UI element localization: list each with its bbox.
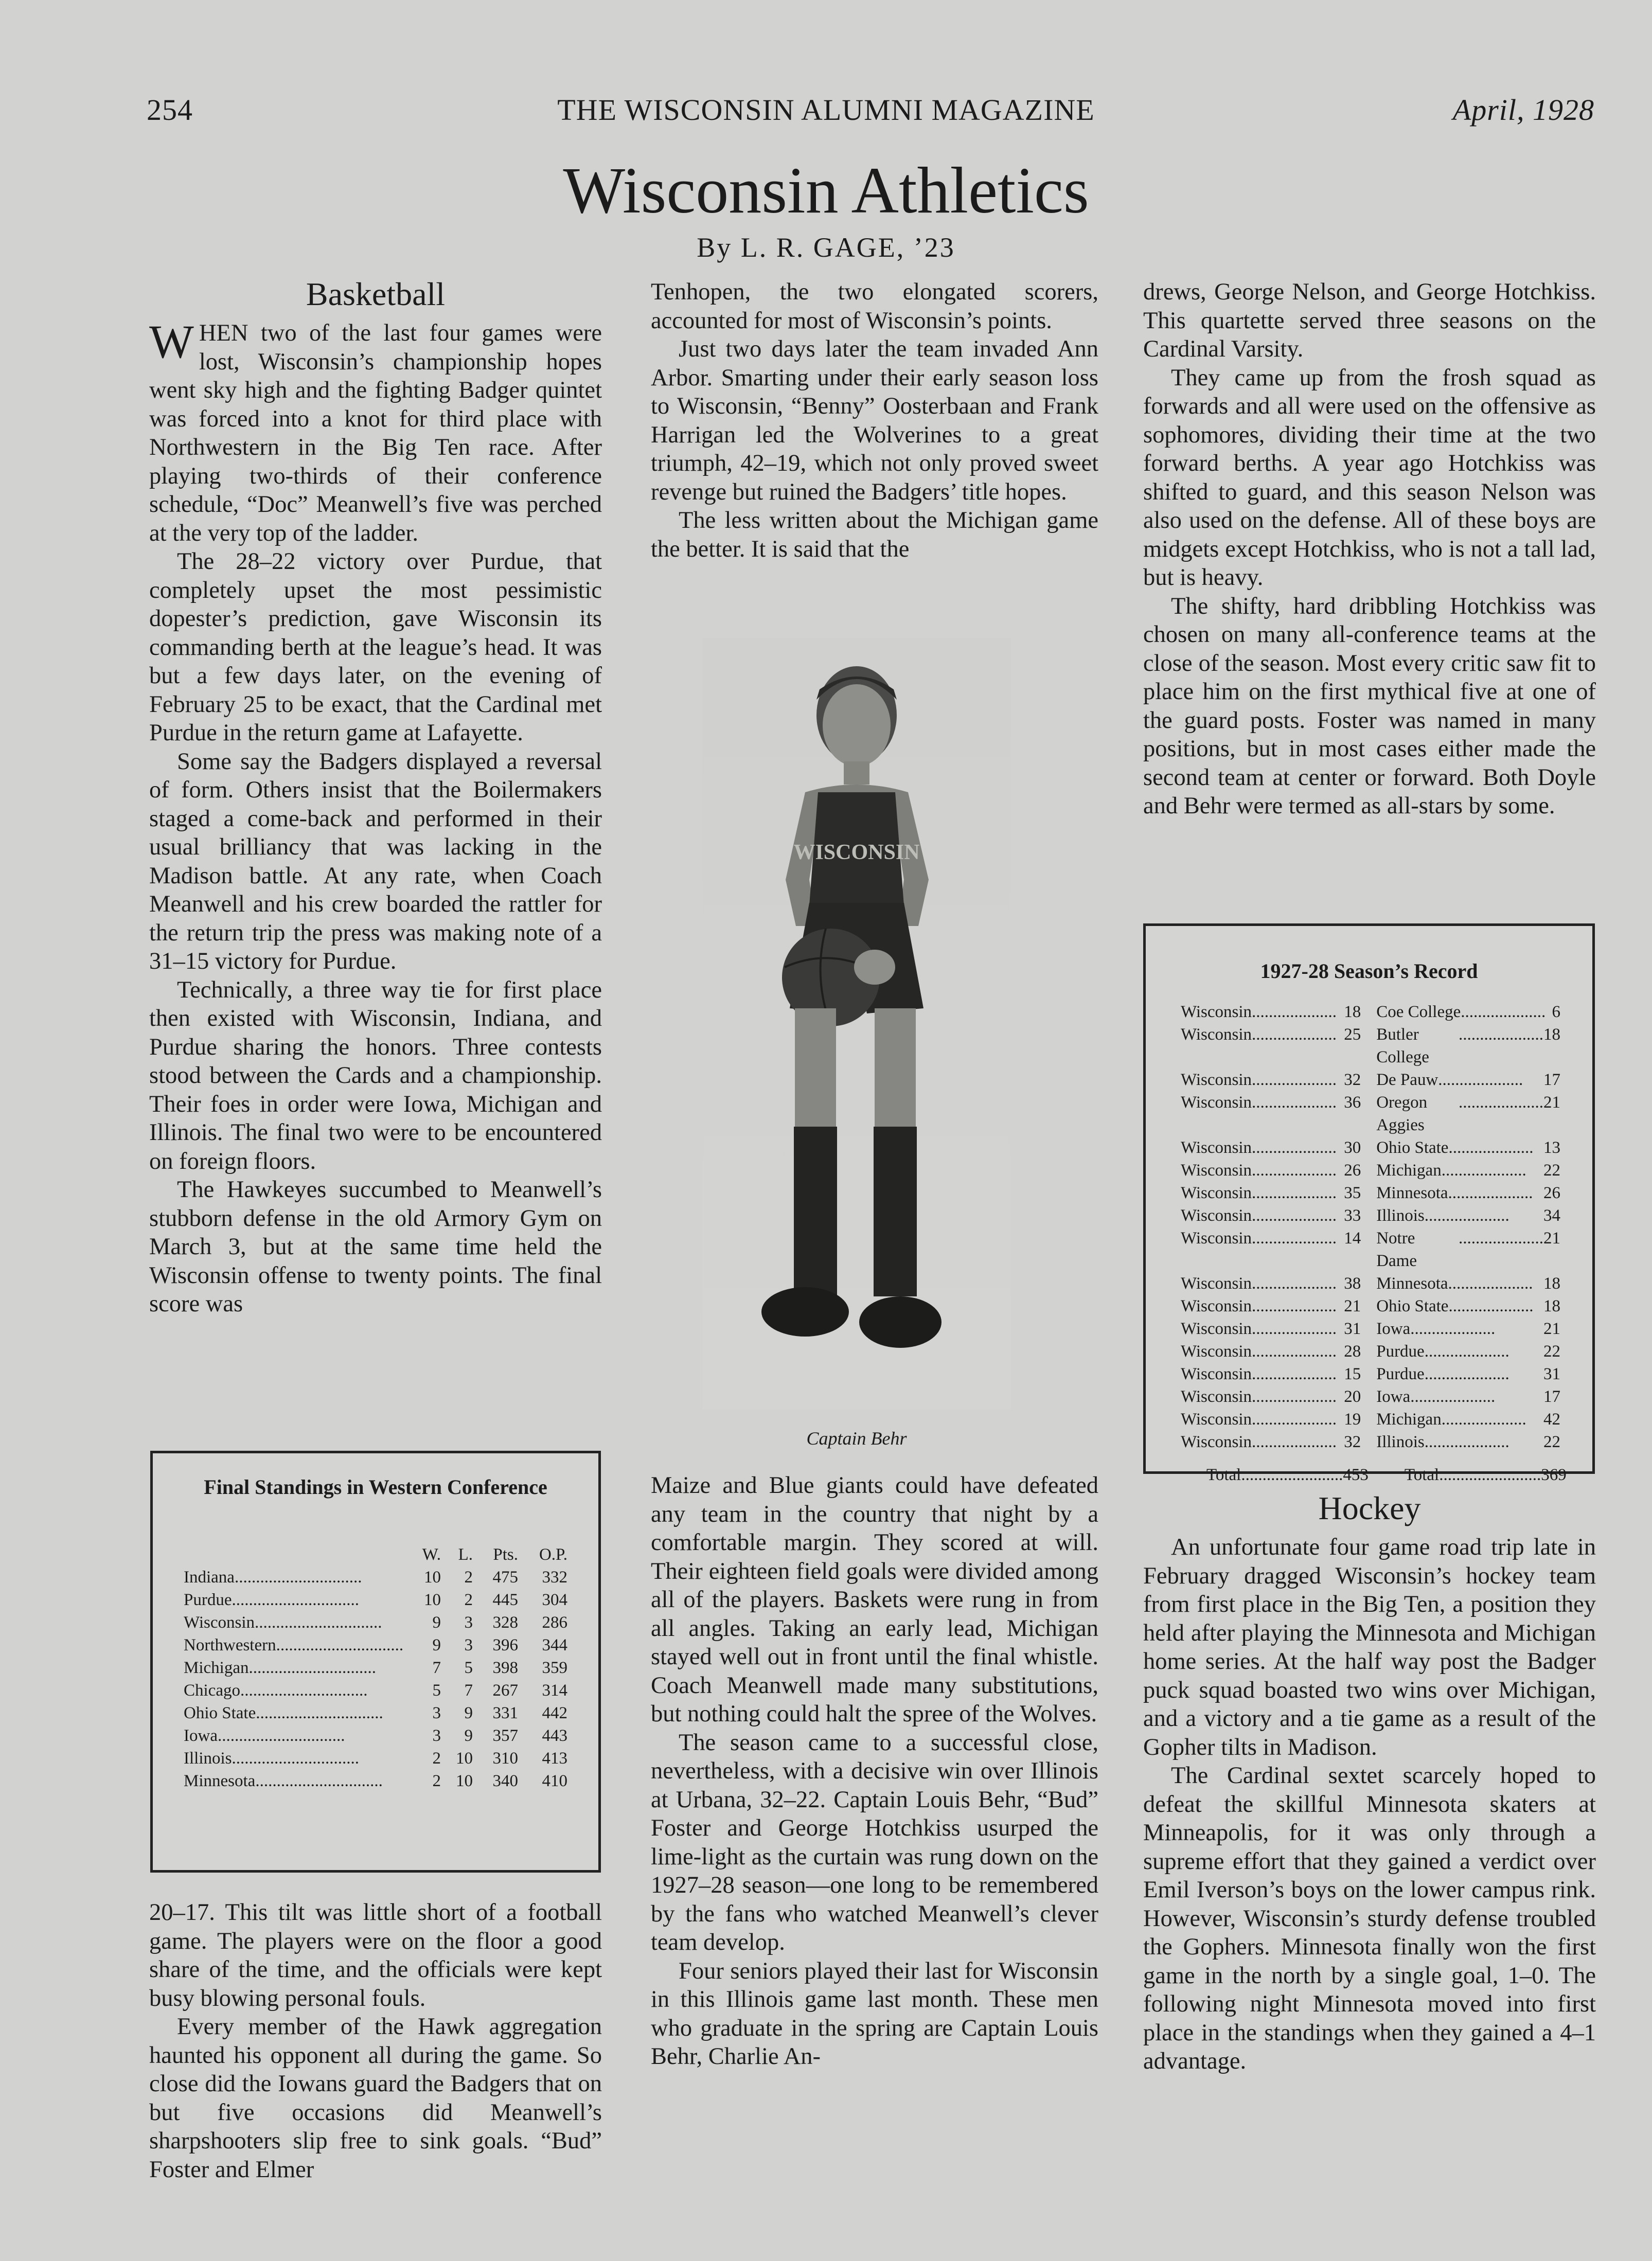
season-game-row — [1181, 1227, 1560, 1272]
dot-leader: .............................. — [232, 1591, 359, 1609]
dot-leader: .................... — [1448, 1297, 1534, 1315]
captain-behr-photo — [702, 638, 1011, 1410]
opponent-score: 21 — [1543, 1320, 1560, 1338]
opponent-score: 13 — [1543, 1138, 1560, 1157]
team-name: Purdue — [184, 1591, 232, 1609]
opponent-name: Ohio State — [1376, 1138, 1449, 1157]
season-game-row — [1181, 1295, 1560, 1318]
wisconsin-score: 31 — [1344, 1320, 1361, 1338]
dot-leader: .................... — [1252, 1071, 1337, 1089]
opponent-points: 286 — [542, 1613, 567, 1632]
opponent-cell — [1376, 1408, 1560, 1431]
wisconsin-score: 25 — [1344, 1025, 1361, 1044]
dot-leader: .................... — [1424, 1206, 1509, 1225]
opponent-cell — [1376, 1431, 1560, 1453]
wisconsin-cell — [1181, 1318, 1361, 1340]
opponent-score: 18 — [1543, 1025, 1560, 1044]
dot-leader: .................... — [1459, 1229, 1543, 1248]
opponent-score: 17 — [1543, 1071, 1560, 1089]
dot-leader: .............................. — [256, 1704, 383, 1722]
points: 475 — [492, 1568, 518, 1587]
season-record-box — [1143, 923, 1595, 1484]
wisconsin-cell — [1181, 1136, 1361, 1159]
opponent-cell — [1376, 1182, 1560, 1204]
paragraph: They came up from the frosh squad as forwards and all were used on the offensive as sophomores, dividing their time at the two forward berths. A year ago Hotchkiss was shifted to guard, and this season Nelson was also used on the defense. All of these boys are midgets except Hotchkiss, who is not a tall lad, but is heavy. — [1143, 364, 1596, 591]
dot-leader: .............................. — [234, 1568, 362, 1587]
opponent-cell — [1376, 1069, 1560, 1091]
opponent-points: 332 — [542, 1568, 567, 1587]
paragraph: The shifty, hard dribbling Hotchkiss was chosen on many all-conference teams at the close of the season. Most every critic saw fit to place him on the first mythical five at one of the guard posts. Foster was named in many positions, but in most cases either made the second team at center or forward. Both Doyle and Behr were termed as all-stars by some. — [1143, 593, 1596, 819]
team-name: Minnesota — [184, 1772, 256, 1790]
team-name: Wisconsin — [1181, 1071, 1252, 1089]
opponent-score: 18 — [1543, 1274, 1560, 1293]
standings-row — [184, 1611, 567, 1634]
opponent-name: Purdue — [1376, 1342, 1425, 1361]
team-cell — [184, 1724, 410, 1747]
points: 310 — [492, 1749, 518, 1768]
season-game-row — [1181, 1318, 1560, 1340]
season-game-row — [1181, 1272, 1560, 1295]
paragraph: Tenhopen, the two elongated scorers, accounted for most of Wisconsin’s points. — [651, 279, 1098, 334]
wisconsin-cell — [1181, 1272, 1361, 1295]
dot-leader: .............................. — [248, 1659, 376, 1677]
issue-date: April, 1928 — [1452, 93, 1594, 127]
season-record-total-row — [1181, 1464, 1567, 1486]
opponent-cell — [1376, 1318, 1560, 1340]
team-name: Wisconsin — [1181, 1342, 1252, 1361]
team-cell — [184, 1566, 410, 1589]
season-game-row — [1181, 1363, 1560, 1385]
wisconsin-cell — [1181, 1023, 1361, 1069]
dot-leader: .................... — [1448, 1184, 1533, 1202]
opponent-name: Iowa — [1376, 1320, 1411, 1338]
total-label: Total — [1206, 1466, 1241, 1484]
losses: 10 — [456, 1772, 473, 1790]
losses: 2 — [464, 1591, 473, 1609]
season-game-row — [1181, 1159, 1560, 1182]
season-game-row — [1181, 1204, 1560, 1227]
wisconsin-score: 19 — [1344, 1410, 1361, 1429]
opponent-name: Coe College — [1376, 1003, 1461, 1021]
team-name: Wisconsin — [1181, 1433, 1252, 1451]
losses: 2 — [464, 1568, 473, 1587]
dot-leader: .................... — [1252, 1274, 1337, 1293]
opponent-name: Illinois — [1376, 1433, 1425, 1451]
wisconsin-cell — [1181, 1385, 1361, 1408]
opponent-name: Minnesota — [1376, 1274, 1448, 1293]
wisconsin-score: 30 — [1344, 1138, 1361, 1157]
team-name: Wisconsin — [1181, 1229, 1252, 1248]
team-name: Wisconsin — [1181, 1003, 1252, 1021]
season-record-title: 1927-28 Season’s Record — [1260, 959, 1478, 983]
points: 331 — [492, 1704, 518, 1722]
team-cell — [184, 1702, 410, 1724]
paragraph: Four seniors played their last for Wisconsin in this Illinois game last month. These men who graduate in the spring are Captain Louis Behr, Charlie An- — [651, 1957, 1098, 2070]
column-1-top — [149, 315, 602, 1319]
opponent-cell — [1376, 1363, 1560, 1385]
season-record-table — [1181, 1001, 1567, 1486]
wisconsin-score: 33 — [1344, 1206, 1361, 1225]
standings-row — [184, 1724, 567, 1747]
team-cell — [184, 1611, 410, 1634]
wins: 2 — [432, 1772, 441, 1790]
opponent-points: 413 — [542, 1749, 567, 1768]
paragraph: Every member of the Hawk aggregation haunted his opponent all during the game. So close did the Iowans guard the Badgers that on but five occasions did Meanwell’s sharpshooters slip free to sink goals. “Bud” Foster and Elmer — [149, 2014, 602, 2183]
team-cell — [184, 1679, 410, 1702]
points: 267 — [492, 1681, 518, 1700]
paragraph: The season came to a successful close, nevertheless, with a decisive win over Illinois at Urbana, 32–22. Captain Louis Behr, “Bud” Foster and George Hotchkiss usurped the lime-light as the curtain was rung down on the 1927–28 season—one long to be remembered by the fans who watched Meanwell’s clever team develop. — [651, 1729, 1098, 1955]
column-1-bottom — [149, 1898, 602, 2184]
wisconsin-score: 35 — [1344, 1184, 1361, 1202]
team-name: Wisconsin — [184, 1613, 255, 1632]
opponent-cell — [1376, 1340, 1560, 1363]
team-cell — [184, 1634, 410, 1657]
basketball-heading: Basketball — [306, 276, 446, 312]
dot-leader: .................... — [1252, 1365, 1337, 1383]
basketball-player-illustration — [702, 638, 1011, 1410]
dot-leader: .............................. — [217, 1726, 345, 1745]
dot-leader: .................... — [1252, 1433, 1337, 1451]
wisconsin-score: 38 — [1344, 1274, 1361, 1293]
team-name: Chicago — [184, 1681, 240, 1700]
opponent-cell — [1376, 1136, 1560, 1159]
dot-leader: .............................. — [240, 1681, 368, 1700]
dot-leader: .................... — [1448, 1138, 1534, 1157]
losses: 3 — [464, 1613, 473, 1632]
team-name: Wisconsin — [1181, 1093, 1252, 1112]
drop-cap: W — [149, 315, 194, 368]
dot-leader: .................... — [1252, 1138, 1337, 1157]
paragraph: The 28–22 victory over Purdue, that completely upset the most pessimistic dopester’s prediction, gave Wisconsin its commanding berth at the league’s head. It was but a few days later, on the evening of February 25 to be exact, that the Cardinal met Purdue in the return game at Lafayette. — [149, 548, 602, 746]
team-name: Wisconsin — [1181, 1206, 1252, 1225]
points: 328 — [492, 1613, 518, 1632]
standings-title: Final Standings in Western Conference — [204, 1475, 547, 1499]
team-name: Wisconsin — [1181, 1274, 1252, 1293]
losses: 10 — [456, 1749, 473, 1768]
opponent-score: 22 — [1543, 1161, 1560, 1180]
wisconsin-cell — [1181, 1001, 1361, 1023]
wisconsin-score: 14 — [1344, 1229, 1361, 1248]
standings-table — [184, 1543, 567, 1792]
team-name: Wisconsin — [1181, 1161, 1252, 1180]
dot-leader: .................... — [1424, 1342, 1509, 1361]
photo-caption: Captain Behr — [806, 1428, 907, 1449]
opponent-cell — [1376, 1385, 1560, 1408]
paragraph: The less written about the Michigan game the better. It is said that the — [651, 507, 1098, 562]
standings-box — [150, 1451, 601, 1873]
opponent-name: Oregon Aggies — [1376, 1093, 1428, 1134]
wisconsin-cell — [1181, 1182, 1361, 1204]
opponent-name: Michigan — [1376, 1161, 1442, 1180]
wisconsin-score: 28 — [1344, 1342, 1361, 1361]
dot-leader: .................... — [1252, 1025, 1337, 1044]
wisconsin-cell — [1181, 1159, 1361, 1182]
opponent-name: Illinois — [1376, 1206, 1425, 1225]
wins: 10 — [424, 1591, 441, 1609]
wins: 9 — [432, 1613, 441, 1632]
team-name: Michigan — [184, 1659, 249, 1677]
opponent-cell — [1376, 1227, 1560, 1272]
article-title: Wisconsin Athletics — [563, 154, 1089, 227]
dot-leader: .................... — [1252, 1003, 1337, 1021]
opponent-cell — [1376, 1295, 1560, 1318]
col-header-l: L. — [458, 1545, 473, 1564]
opponent-name: Butler College — [1376, 1025, 1429, 1066]
opponent-points: 359 — [542, 1659, 567, 1677]
opponent-score: 31 — [1543, 1365, 1560, 1383]
losses: 9 — [464, 1726, 473, 1745]
season-game-row — [1181, 1340, 1560, 1363]
dot-leader: .................... — [1252, 1297, 1337, 1315]
page-number: 254 — [147, 93, 193, 127]
standings-header-row — [184, 1543, 567, 1566]
opponent-cell — [1376, 1023, 1560, 1069]
dot-leader: .................... — [1252, 1093, 1337, 1112]
team-name: Northwestern — [184, 1636, 276, 1654]
team-name: Indiana — [184, 1568, 235, 1587]
standings-row — [184, 1657, 567, 1679]
season-game-row — [1181, 1001, 1560, 1023]
standings-row — [184, 1770, 567, 1792]
season-game-row — [1181, 1408, 1560, 1431]
opponents-total-value: 369 — [1541, 1466, 1567, 1484]
column-2-top — [651, 278, 1098, 563]
wisconsin-score: 32 — [1344, 1071, 1361, 1089]
standings-row — [184, 1679, 567, 1702]
dot-leader: .................... — [1424, 1365, 1509, 1383]
paragraph: An unfortunate four game road trip late in February dragged Wisconsin’s hockey team from first place in the Big Ten, a position they held after playing the Minnesota and Michigan home series. At the half way post the Badger puck squad boasted two wins over Michigan, and a victory and a tie game as a result of the Gopher tilts in Madison. — [1143, 1534, 1596, 1760]
dot-leader: .................... — [1252, 1229, 1337, 1248]
points: 445 — [492, 1591, 518, 1609]
team-name: Iowa — [184, 1726, 218, 1745]
season-game-row — [1181, 1091, 1560, 1136]
paragraph: The Hawkeyes succumbed to Meanwell’s stubborn defense in the old Armory Gym on March 3, but at the same time held the Wisconsin offense to twenty points. The final score was — [149, 1177, 602, 1317]
dot-leader: .................... — [1424, 1433, 1509, 1451]
opponent-cell — [1376, 1204, 1560, 1227]
col-header-w: W. — [422, 1545, 441, 1564]
dot-leader: .................... — [1252, 1206, 1337, 1225]
opponent-score: 18 — [1543, 1297, 1560, 1315]
season-game-row — [1181, 1385, 1560, 1408]
column-2-bottom — [651, 1471, 1098, 2071]
losses: 9 — [464, 1704, 473, 1722]
dot-leader: .................... — [1461, 1003, 1546, 1021]
losses: 5 — [464, 1659, 473, 1677]
standings-row — [184, 1702, 567, 1724]
dot-leader: .................... — [1410, 1320, 1496, 1338]
opponent-points: 314 — [542, 1681, 567, 1700]
dot-leader: .............................. — [232, 1749, 360, 1768]
team-name: Wisconsin — [1181, 1184, 1252, 1202]
paragraph: Technically, a three way tie for first place then existed with Wisconsin, Indiana, and Purdue sharing the honors. Three contests stood between the Cards and a championship. Their foes in order were Iowa, Michigan and Illinois. The final two were to be encountered on foreign floors. — [149, 976, 602, 1174]
opponent-points: 410 — [542, 1772, 567, 1790]
dot-leader: .................... — [1438, 1071, 1523, 1089]
wisconsin-cell — [1181, 1091, 1361, 1136]
team-name: Wisconsin — [1181, 1365, 1252, 1383]
dot-leader: .................... — [1252, 1161, 1337, 1180]
team-cell — [184, 1657, 410, 1679]
col-header-pts: Pts. — [493, 1545, 518, 1564]
opponent-name: Ohio State — [1376, 1297, 1449, 1315]
opponent-name: De Pauw — [1376, 1071, 1438, 1089]
paragraph — [149, 315, 602, 547]
dot-leader: .............................. — [255, 1772, 383, 1790]
wins: 7 — [432, 1659, 441, 1677]
total-label: Total — [1404, 1466, 1440, 1484]
season-game-row — [1181, 1069, 1560, 1091]
team-name: Wisconsin — [1181, 1320, 1252, 1338]
standings-row — [184, 1566, 567, 1589]
opponent-name: Minnesota — [1376, 1184, 1448, 1202]
opponent-score: 34 — [1543, 1206, 1560, 1225]
paragraph-text: HEN two of the last four games were lost, Wisconsin’s championship hopes went sky high and the fighting Badger quintet was forced into a knot for third place with Northwestern in the Big Ten race. After playing two-thirds of their conference schedule, “Doc” Meanwell’s five was perched at the very top of the ladder. — [149, 320, 602, 546]
season-game-row — [1181, 1182, 1560, 1204]
paragraph: Some say the Badgers displayed a reversal of form. Others insist that the Boilermakers staged a come-back and performed in their usual brilliancy that was lacking in the Madison battle. At any rate, when Coach Meanwell and his crew boarded the rattler for the return trip the press was making note of a 31–15 victory for Purdue. — [149, 748, 602, 974]
paragraph: 20–17. This tilt was little short of a football game. The players were on the floor a good share of the time, and the officials were kept busy blowing personal fouls. — [149, 1899, 602, 2011]
wins: 9 — [432, 1636, 441, 1654]
opponent-score: 26 — [1543, 1184, 1560, 1202]
opponent-score: 22 — [1543, 1433, 1560, 1451]
column-3-top — [1143, 278, 1596, 821]
points: 398 — [492, 1659, 518, 1677]
wisconsin-cell — [1181, 1340, 1361, 1363]
opponent-points: 442 — [542, 1704, 567, 1722]
standings-row — [184, 1589, 567, 1611]
team-name: Ohio State — [184, 1704, 256, 1722]
paragraph: Just two days later the team invaded Ann Arbor. Smarting under their early season loss to Wisconsin, “Benny” Oosterbaan and Frank Harrigan led the Wolverines to a great triumph, 42–19, which not only proved sweet revenge but ruined the Badgers’ title hopes. — [651, 336, 1098, 505]
byline: By L. R. GAGE, ’23 — [697, 232, 955, 263]
team-name: Wisconsin — [1181, 1138, 1252, 1157]
dot-leader: .................... — [1459, 1025, 1543, 1044]
opponent-cell — [1376, 1091, 1560, 1136]
wisconsin-total: Total ........................ 453 — [1181, 1464, 1369, 1486]
dot-leader: .............................. — [276, 1636, 404, 1654]
season-game-row — [1181, 1136, 1560, 1159]
wisconsin-cell — [1181, 1363, 1361, 1385]
opponent-score: 6 — [1552, 1003, 1560, 1021]
team-cell — [184, 1589, 410, 1611]
dot-leader: .................... — [1459, 1093, 1543, 1112]
opponent-cell — [1376, 1159, 1560, 1182]
season-record-rows — [1181, 1001, 1560, 1453]
season-game-row — [1181, 1431, 1560, 1453]
col-header-op: O.P. — [539, 1545, 567, 1564]
losses: 7 — [464, 1681, 473, 1700]
wisconsin-cell — [1181, 1431, 1361, 1453]
team-name: Wisconsin — [1181, 1387, 1252, 1406]
wisconsin-cell — [1181, 1204, 1361, 1227]
dot-leader: .................... — [1252, 1320, 1337, 1338]
wisconsin-score: 18 — [1344, 1003, 1361, 1021]
standings-rows — [184, 1566, 567, 1792]
wins: 5 — [432, 1681, 441, 1700]
wins: 3 — [432, 1704, 441, 1722]
opponent-score: 17 — [1543, 1387, 1560, 1406]
wisconsin-cell — [1181, 1069, 1361, 1091]
wisconsin-score: 32 — [1344, 1433, 1361, 1451]
team-name: Illinois — [184, 1749, 232, 1768]
dot-leader: .................... — [1441, 1161, 1526, 1180]
team-cell — [184, 1770, 410, 1792]
opponent-cell — [1376, 1001, 1560, 1023]
opponent-score: 21 — [1543, 1093, 1560, 1112]
dot-leader: .................... — [1252, 1387, 1337, 1406]
wisconsin-cell — [1181, 1227, 1361, 1272]
paragraph: The Cardinal sextet scarcely hoped to defeat the skillful Minnesota skaters at Minneapolis, for it was only through a supreme effort that they gained a verdict over Emil Iverson’s boys on the lower campus rink. However, Wisconsin’s sturdy defense troubled the Gophers. Minnesota finally won the first game in the north by a single goal, 1–0. The following night Minnesota moved into first place in the standings when they gained a 4–1 advantage. — [1143, 1762, 1596, 2074]
team-name: Wisconsin — [1181, 1410, 1252, 1429]
opponent-name: Notre Dame — [1376, 1229, 1417, 1270]
opponent-points: 443 — [542, 1726, 567, 1745]
wins: 10 — [424, 1568, 441, 1587]
paragraph: Maize and Blue giants could have defeated any team in the country that night by a comfortable margin. They scored at will. Their eighteen field goals were divided among all of the players. Baskets were rung in from all angles. Taking an early lead, Michigan stayed well out in front until the final whistle. Coach Meanwell made many substitutions, but nothing could halt the spree of the Wolves. — [651, 1472, 1098, 1727]
opponent-score: 42 — [1543, 1410, 1560, 1429]
team-name: Wisconsin — [1181, 1025, 1252, 1044]
opponent-score: 22 — [1543, 1342, 1560, 1361]
points: 340 — [492, 1772, 518, 1790]
wins: 2 — [432, 1749, 441, 1768]
dot-leader: .................... — [1448, 1274, 1533, 1293]
opponent-score: 21 — [1543, 1229, 1560, 1248]
opponent-points: 344 — [542, 1636, 567, 1654]
losses: 3 — [464, 1636, 473, 1654]
opponent-cell — [1376, 1272, 1560, 1295]
dot-leader: .................... — [1441, 1410, 1526, 1429]
opponent-name: Iowa — [1376, 1387, 1411, 1406]
points: 357 — [492, 1726, 518, 1745]
dot-leader: .................... — [1252, 1342, 1337, 1361]
wins: 3 — [432, 1726, 441, 1745]
opponent-points: 304 — [542, 1591, 567, 1609]
points: 396 — [492, 1636, 518, 1654]
season-game-row — [1181, 1023, 1560, 1069]
dot-leader: .................... — [1410, 1387, 1496, 1406]
paragraph: drews, George Nelson, and George Hotchkiss. This quartette served three seasons on the Cardinal Varsity. — [1143, 279, 1596, 362]
wisconsin-score: 20 — [1344, 1387, 1361, 1406]
wisconsin-score: 36 — [1344, 1093, 1361, 1112]
hockey-heading: Hockey — [1318, 1490, 1421, 1526]
jersey-text: WISCONSIN — [793, 841, 920, 864]
opponent-name: Michigan — [1376, 1410, 1442, 1429]
team-name: Wisconsin — [1181, 1297, 1252, 1315]
dot-leader: .............................. — [255, 1613, 382, 1632]
magazine-title: THE WISCONSIN ALUMNI MAGAZINE — [557, 93, 1095, 127]
wisconsin-score: 15 — [1344, 1365, 1361, 1383]
wisconsin-total-value: 453 — [1343, 1466, 1369, 1484]
wisconsin-cell — [1181, 1408, 1361, 1431]
wisconsin-score: 21 — [1344, 1297, 1361, 1315]
opponents-total: Total ........................ 369 — [1384, 1464, 1567, 1486]
standings-row — [184, 1747, 567, 1770]
standings-row — [184, 1634, 567, 1657]
wisconsin-score: 26 — [1344, 1161, 1361, 1180]
wisconsin-cell — [1181, 1295, 1361, 1318]
team-cell — [184, 1747, 410, 1770]
dot-leader: .................... — [1252, 1410, 1337, 1429]
dot-leader: .................... — [1252, 1184, 1337, 1202]
opponent-name: Purdue — [1376, 1365, 1425, 1383]
hockey-column — [1143, 1533, 1596, 2076]
